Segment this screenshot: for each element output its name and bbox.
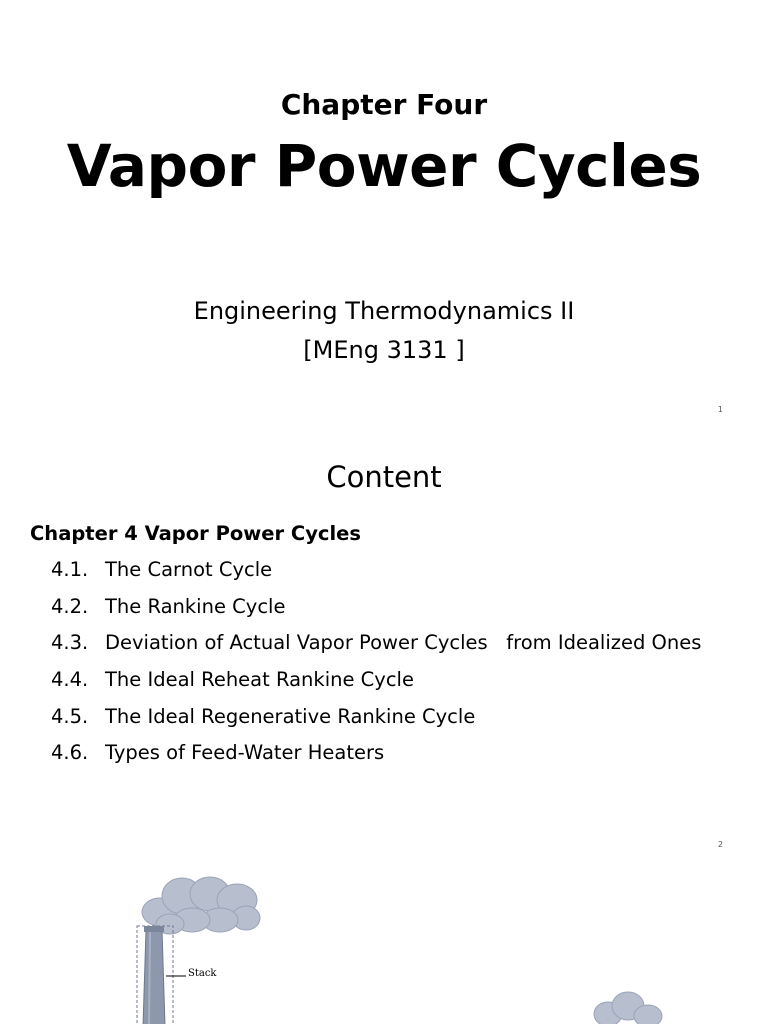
toc-item-number: 4.1. (51, 558, 89, 581)
chapter-label: Chapter Four (280, 88, 488, 121)
toc-item (51, 668, 701, 705)
toc-item (51, 558, 701, 595)
toc-item-number: 4.6. (51, 741, 89, 765)
toc-item-text: Types of Feed-Water Heaters (105, 741, 385, 765)
stack-icon (137, 926, 173, 1024)
toc-item (51, 705, 701, 742)
content-title: Content (326, 460, 442, 494)
toc-item-number: 4.5. (51, 704, 89, 728)
content-slide (0, 430, 768, 860)
toc-item (51, 741, 701, 778)
toc-item-text: The Ideal Reheat Rankine Cycle (105, 668, 414, 692)
toc-item-number: 4.2. (51, 594, 89, 618)
page-number: 2 (717, 840, 723, 849)
course-code: [MEng 3131 ] (303, 336, 465, 364)
main-title: Vapor Power Cycles (66, 132, 702, 200)
toc-item (51, 595, 701, 632)
page-number: 1 (717, 405, 723, 414)
cooling-cloud-icon (594, 992, 662, 1024)
toc-item-text: The Rankine Cycle (105, 594, 286, 618)
toc-item (51, 631, 701, 668)
toc-heading: Chapter 4 Vapor Power Cycles (30, 522, 361, 545)
course-name: Engineering Thermodynamics II (193, 297, 575, 325)
toc-item-number: 4.3. (51, 631, 89, 655)
toc-item-text: The Ideal Regenerative Rankine Cycle (105, 704, 476, 728)
title-slide (0, 0, 768, 430)
toc-item-text: Deviation of Actual Vapor Power Cycles from Idealized Ones (105, 631, 702, 655)
power-plant-diagram (0, 860, 768, 1024)
diagram-slide (0, 860, 768, 1024)
toc-item-number: 4.4. (51, 668, 89, 692)
toc-item-text: The Carnot Cycle (105, 558, 273, 581)
smoke-cloud-icon (142, 877, 260, 934)
stack-label: Stack (188, 968, 217, 979)
toc-list (51, 558, 701, 778)
